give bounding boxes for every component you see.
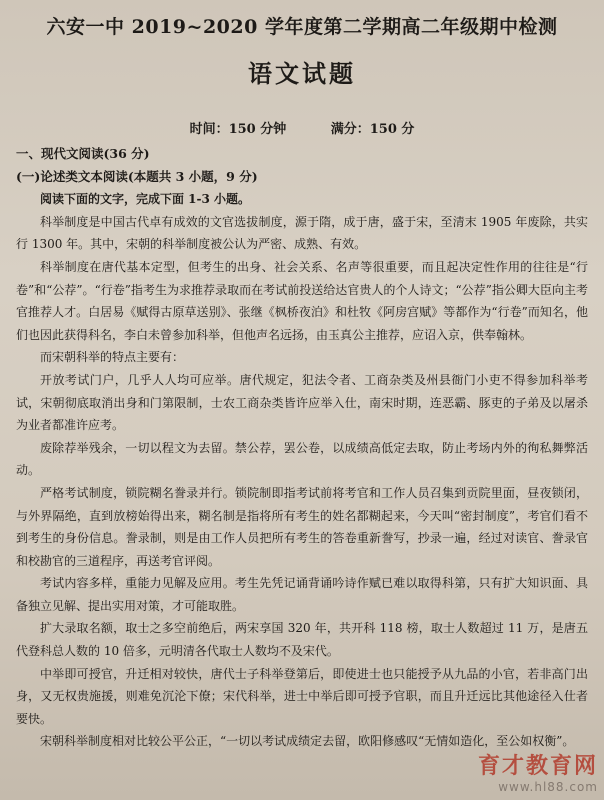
paragraph: 科举制度在唐代基本定型，但考生的出身、社会关系、名声等很重要，而且起决定性作用的往往是“行卷”和“公荐”。“行卷”指考生为求推荐录取而在考试前投送给达官贵人的个人诗文；“公荐”指公卿大臣向主考官推荐人才。白居易《赋得古原草送别》、张继《枫桥夜泊》和杜牧《阿房宫赋》等都作为“行卷”而知名，他们也因此获得科名，李白未曾参加科举，但他声名远扬，由玉真公主推荐，应诏入京，供奉翰林。 [16, 259, 588, 342]
paragraph: 严格考试制度，锁院糊名誊录并行。锁院制即指考试前将考官和工作人员召集到贡院里面，昼夜锁闭，与外界隔绝，直到放榜始得出来，糊名制是指将所有考生的姓名都糊起来，今天叫“密封制度”，考官们看不到考生的身份信息。誊录制，则是由工作人员把所有考生的答卷重新誊写，抄录一遍，经过对读官、誊录官和校勘官的三道程序，再送考官评阅。 [16, 485, 588, 568]
watermark [478, 749, 598, 794]
paragraph: 考试内容多样，重能力见解及应用。考生先凭记诵背诵吟诗作赋已难以取得科第，只有扩大知识面、具备独立见解、提出实用对策，才可能取胜。 [16, 576, 588, 613]
exam-meta [0, 118, 604, 137]
paragraph: 宋朝科举制度相对比较公平公正，“一切以考试成绩定去留，欧阳修感叹“无情如造化，至公如权衡”。 [40, 734, 575, 749]
watermark-text: 育才教育网 [477, 754, 598, 779]
paragraph: 废除荐举残余，一切以程文为去留。禁公荐，罢公卷，以成绩高低定去取，防止考场内外的徇私舞弊活动。 [16, 440, 588, 478]
exam-subtitle: 语文试题 [248, 59, 356, 88]
subsection-heading: (一)论述类文本阅读(本题共 3 小题，9 分) [16, 168, 258, 184]
exam-title: 六安一中 2019~2020 学年度第二学期高二年级期中检测 [46, 16, 558, 38]
paragraph: 而宋朝科举的特点主要有： [40, 350, 185, 365]
paragraph: 中举即可授官，升迁相对较快，唐代士子科举登第后，即使进士也只能授予从九品的小官，若非高门出身，又无权贵施援，则难免沉沦下僚；宋代科举，进士中举后即可授予官职，而且升迁远比其他途径入仕者要快。 [16, 666, 588, 726]
section-heading: 一、现代文阅读(36 分) [16, 146, 150, 161]
exam-score: 满分：150 分 [330, 122, 415, 137]
exam-content [16, 143, 588, 753]
paragraph: 扩大录取名额，取士之多空前绝后，两宋享国 320 年，共开科 118 榜，取士人数超过 11 万，是唐五代登科总人数的 10 倍多，元明清各代取士人数均不及宋代。 [16, 621, 588, 659]
exam-time: 时间：150 分钟 [189, 122, 287, 137]
watermark-url: www.hl88.com [498, 780, 598, 794]
paragraph: 开放考试门户，几乎人人均可应举。唐代规定，犯法令者、工商杂类及州县衙门小吏不得参加科举考试，宋朝彻底取消出身和门第限制，士农工商杂类皆许应举入仕，南宋时期，连恶霸、豚吏的子弟及以屠杀为业者都准许应考。 [16, 372, 588, 433]
paragraph: 科举制度是中国古代卓有成效的文官选拔制度，源于隋，成于唐，盛于宋，至清末 1905 年废除，共实行 1300 年。其中，宋朝的科举制度被公认为严密、成熟、有效。 [16, 214, 588, 252]
instruction: 阅读下面的文字，完成下面 1-3 小题。 [40, 192, 251, 207]
